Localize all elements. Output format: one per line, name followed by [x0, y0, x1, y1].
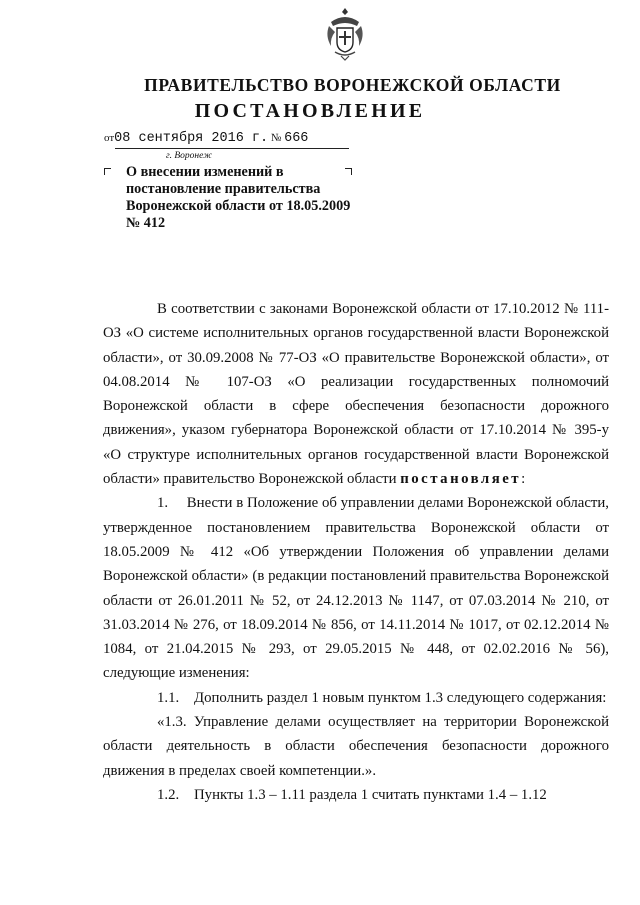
paragraph-1-1: 1.1. Дополнить раздел 1 новым пунктом 1.3 следующего содержания: [157, 689, 607, 706]
document-subject [126, 164, 376, 232]
intro-text: В соответствии с законами Воронежской области от 17.10.2012 № 111-ОЗ «О системе исполнительных органов государственной власти Воронежской области», от 30.09.2008 № 77-ОЗ «О правительстве Воронежской области», от 04.08.2014 № 107-ОЗ «О реализации государственных полномочий Воронежской области в сфере обеспечения безопасности дорожного движения», указом губернатора Воронежской области от 17.10.2014 № 395-у «О структуре исполнительных органов государственной власти Воронежской области» правительство Воронежской области [103, 301, 609, 488]
decree-colon: : [521, 471, 526, 488]
document-type-title: ПОСТАНОВЛЕНИЕ [194, 100, 426, 122]
subject-line: постановление правительства [126, 181, 321, 197]
document-number: 666 [284, 131, 309, 146]
subject-line: О внесении изменений в [126, 164, 284, 180]
document-date: 08 сентября 2016 г. [114, 131, 269, 146]
date-number-row [104, 131, 308, 146]
subject-line: № 412 [126, 215, 166, 231]
organization-title: ПРАВИТЕЛЬСТВО ВОРОНЕЖСКОЙ ОБЛАСТИ [144, 75, 561, 95]
date-prefix: от [104, 132, 115, 144]
city-label: г. Воронеж [166, 151, 212, 161]
subject-line: Воронежской области от 18.05.2009 [126, 198, 351, 214]
quoted-paragraph-1-3: «1.3. Управление делами осуществляет на территории Воронежской области деятельность в области обеспечения безопасности дорожного движения в пределах своей компетенции.». [103, 714, 609, 779]
coat-of-arms-icon [323, 6, 367, 62]
paragraph-1: 1. Внести в Положение об управлении делами Воронежской области, утвержденное постановлением правительства Воронежской области от 18.05.2009 № 412 «Об утверждении Положения об управлении делами Воронежской области» (в редакции постановлений правительства Воронежской области от 26.01.2011 № 52, от 24.12.2013 № 1147, от 07.03.2014 № 210, от 31.03.2014 № 276, от 18.09.2014 № 856, от 14.11.2014 № 1017, от 02.12.2014 № 1084, от 21.04.2015 № 293, от 29.05.2015 № 448, от 02.02.2016 № 56), следующие изменения: [103, 495, 609, 682]
intro-paragraph [103, 297, 609, 491]
document-body [103, 297, 609, 807]
number-prefix: № [270, 132, 282, 144]
paragraph-1-2: 1.2. Пункты 1.3 – 1.11 раздела 1 считать пунктами 1.4 – 1.12 [157, 786, 547, 803]
decree-verb: постановляет [400, 471, 522, 488]
date-underline [115, 148, 349, 149]
subject-corner-left [104, 168, 111, 175]
